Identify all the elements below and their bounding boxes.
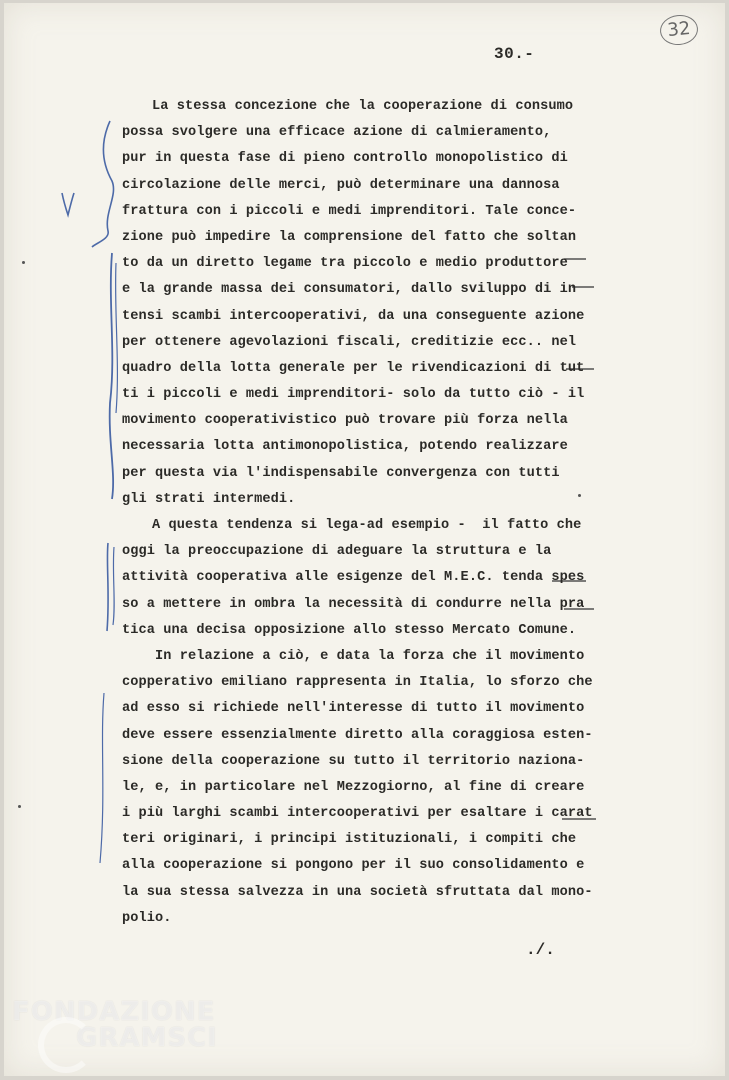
text-line: to da un diretto legame tra piccolo e medio produttore <box>122 256 568 272</box>
archive-page-stamp: 32 <box>659 13 700 47</box>
text-line: movimento cooperativistico può trovare più forza nella <box>122 413 568 429</box>
text-line: pur in questa fase di pieno controllo monopolistico di <box>122 151 568 167</box>
bracket-mark-1 <box>92 121 114 247</box>
text-line: sione della cooperazione su tutto il territorio naziona- <box>122 753 585 769</box>
text-line: tica una decisa opposizione allo stesso Mercato Comune. <box>122 622 577 638</box>
bracket-mark-3 <box>107 543 108 631</box>
text-line: copperativo emiliano rappresenta in Italia, lo sforzo che <box>122 675 593 691</box>
text-line: ad esso si richiede nell'interesse di tutto il movimento <box>122 701 585 717</box>
text-line: In relazione a ciò, e data la forza che il movimento <box>155 648 585 664</box>
document-page <box>4 3 725 1076</box>
text-line: attività cooperativa alle esigenze del M.E.C. tenda spes <box>122 570 585 586</box>
archive-watermark <box>12 999 218 1051</box>
watermark-line-2: GRAMSCI <box>76 1023 218 1053</box>
text-line: per questa via l'indispensabile convergenza con tutti <box>122 465 560 481</box>
text-line: A questa tendenza si lega-ad esempio - il fatto che <box>152 518 582 533</box>
text-line: i più larghi scambi intercooperativi per esaltare i carat <box>122 806 593 822</box>
text-line: per ottenere agevolazioni fiscali, creditizie ecc.. nel <box>122 334 577 350</box>
watermark-logo-icon <box>38 1017 94 1073</box>
page-number: 30.- <box>494 45 535 63</box>
text-line: quadro della lotta generale per le rivendicazioni di tut <box>122 360 585 376</box>
check-mark <box>62 193 74 215</box>
text-line: e la grande massa dei consumatori, dallo sviluppo di in <box>122 282 577 298</box>
text-line: gli strati intermedi. <box>122 491 296 507</box>
bracket-mark-2b <box>116 263 118 413</box>
text-line: zione può impedire la comprensione del fatto che soltan <box>122 229 577 245</box>
text-line: la sua stessa salvezza in una società sfruttata dal mono- <box>122 884 593 900</box>
text-line: teri originari, i principi istituzionali, i compiti che <box>122 832 577 848</box>
margin-dot <box>18 805 21 808</box>
text-line: tensi scambi intercooperativi, da una conseguente azione <box>122 308 585 324</box>
closing-mark: ./. <box>526 941 555 959</box>
text-line: polio. <box>122 910 172 926</box>
bracket-mark-3b <box>113 547 114 625</box>
text-line: circolazione delle merci, può determinare una dannosa <box>122 177 560 193</box>
text-line: oggi la preoccupazione di adeguare la struttura e la <box>122 544 552 560</box>
bracket-mark-2 <box>110 253 113 499</box>
text-line: alla cooperazione si pongono per il suo consolidamento e <box>122 858 585 874</box>
text-line: possa svolgere una efficace azione di calmieramento, <box>122 125 552 141</box>
text-line: necessaria lotta antimonopolistica, potendo realizzare <box>122 439 568 455</box>
text-line: ti i piccoli e medi imprenditori- solo da tutto ciò - il <box>122 387 585 403</box>
text-line: frattura con i piccoli e medi imprenditori. Tale conce- <box>122 203 577 219</box>
watermark-line-1: FONDAZIONE <box>12 997 216 1027</box>
margin-dot <box>22 261 25 264</box>
text-line: La stessa concezione che la cooperazione di consumo <box>152 99 574 114</box>
typed-text-body <box>122 94 642 932</box>
text-line: deve essere essenzialmente diretto alla coraggiosa esten- <box>122 727 593 743</box>
text-line: le, e, in particolare nel Mezzogiorno, al fine di creare <box>122 779 585 795</box>
text-line: so a mettere in ombra la necessità di condurre nella pra <box>122 596 585 612</box>
bracket-mark-4 <box>100 693 104 863</box>
